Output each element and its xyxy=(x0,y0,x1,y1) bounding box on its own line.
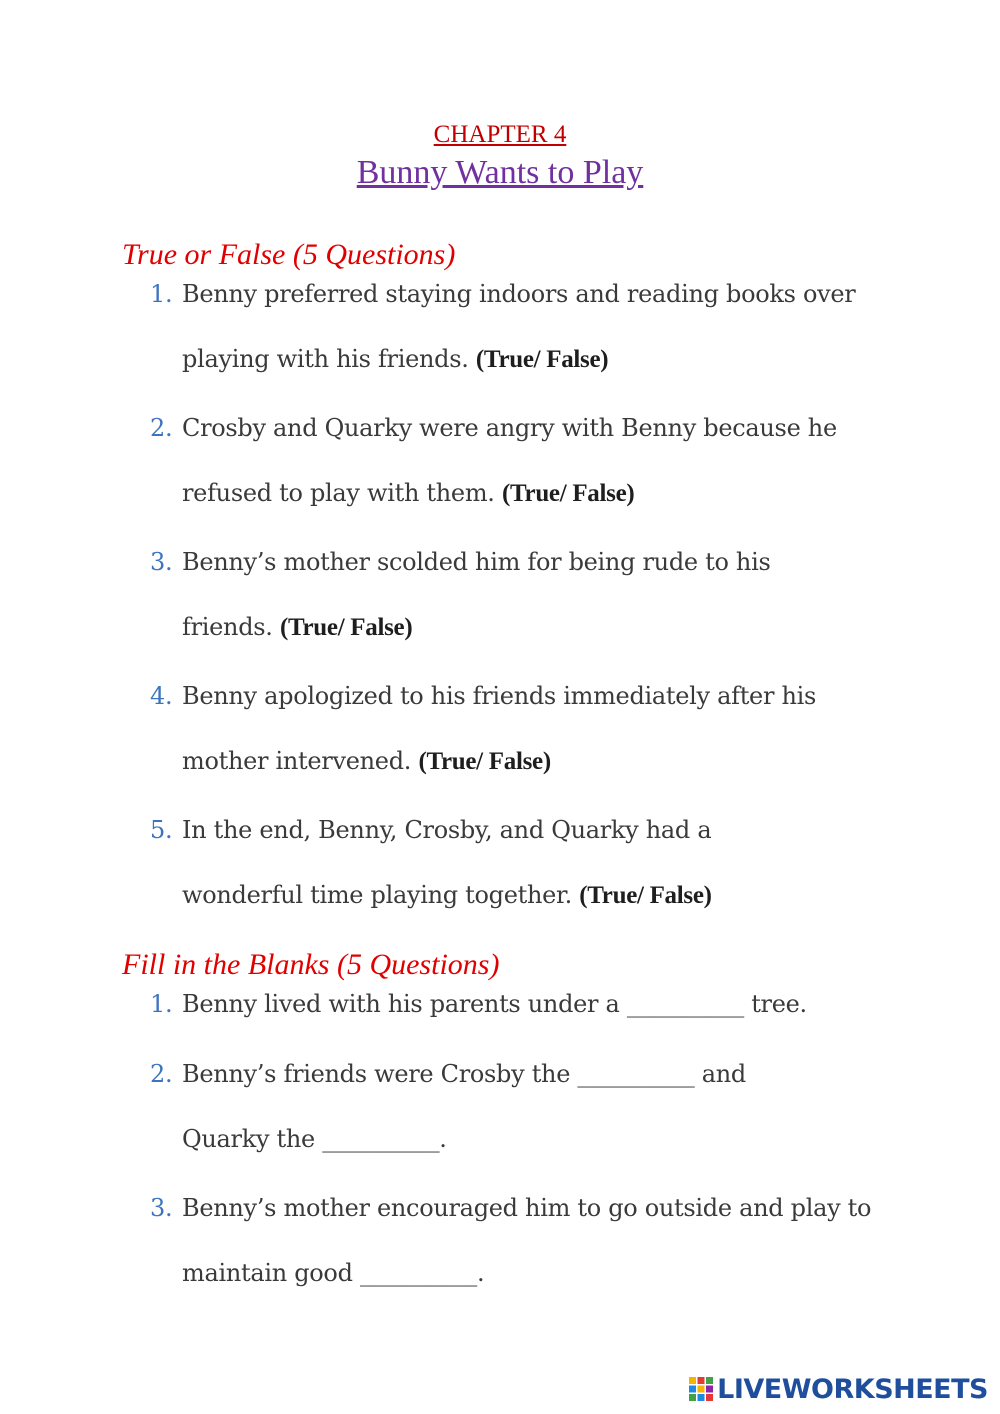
true-false-question xyxy=(150,262,910,392)
true-false-question xyxy=(150,530,910,660)
liveworksheets-logo-icon xyxy=(688,1376,714,1402)
fill-blank-question xyxy=(150,1176,910,1306)
true-false-choice[interactable]: (True/ False) xyxy=(475,346,609,373)
fill-blanks-heading: Fill in the Blanks (5 Questions) xyxy=(122,948,500,981)
question-text[interactable]: Benny lived with his parents under a __________ tree. xyxy=(182,990,807,1018)
question-number: 1. xyxy=(150,280,173,308)
question-number: 5. xyxy=(150,816,173,844)
question-text: In the end, Benny, Crosby, and Quarky had a wonderful time playing together. xyxy=(182,816,712,909)
fill-blank-question xyxy=(150,1042,910,1172)
true-false-choice[interactable]: (True/ False) xyxy=(279,614,413,641)
question-text[interactable]: Benny’s friends were Crosby the __________ and Quarky the __________. xyxy=(182,1060,746,1153)
true-false-choice[interactable]: (True/ False) xyxy=(579,882,712,909)
true-false-choice[interactable]: (True/ False) xyxy=(418,748,551,775)
true-false-question xyxy=(150,396,910,526)
question-number: 2. xyxy=(150,414,173,442)
true-false-question xyxy=(150,664,910,794)
liveworksheets-brand xyxy=(688,1372,988,1406)
question-text: Benny’s mother scolded him for being rude to his friends. xyxy=(182,548,771,641)
question-number: 1. xyxy=(150,990,173,1018)
true-false-choice[interactable]: (True/ False) xyxy=(501,480,635,507)
chapter-label: CHAPTER 4 xyxy=(433,121,567,148)
true-false-heading: True or False (5 Questions) xyxy=(122,238,456,271)
question-text: Crosby and Quarky were angry with Benny because he refused to play with them. xyxy=(182,414,837,507)
fill-blank-question xyxy=(150,972,910,1037)
question-number: 3. xyxy=(150,548,173,576)
question-number: 4. xyxy=(150,682,173,710)
chapter-title: Bunny Wants to Play xyxy=(356,154,644,191)
question-number: 2. xyxy=(150,1060,173,1088)
question-text: Benny preferred staying indoors and reading books over playing with his friends. xyxy=(182,280,856,373)
question-number: 3. xyxy=(150,1194,173,1222)
true-false-question xyxy=(150,798,910,928)
question-text[interactable]: Benny’s mother encouraged him to go outside and play to maintain good __________. xyxy=(182,1194,872,1287)
question-text: Benny apologized to his friends immediately after his mother intervened. xyxy=(182,682,817,775)
brand-text: LIVEWORKSHEETS xyxy=(717,1373,988,1405)
